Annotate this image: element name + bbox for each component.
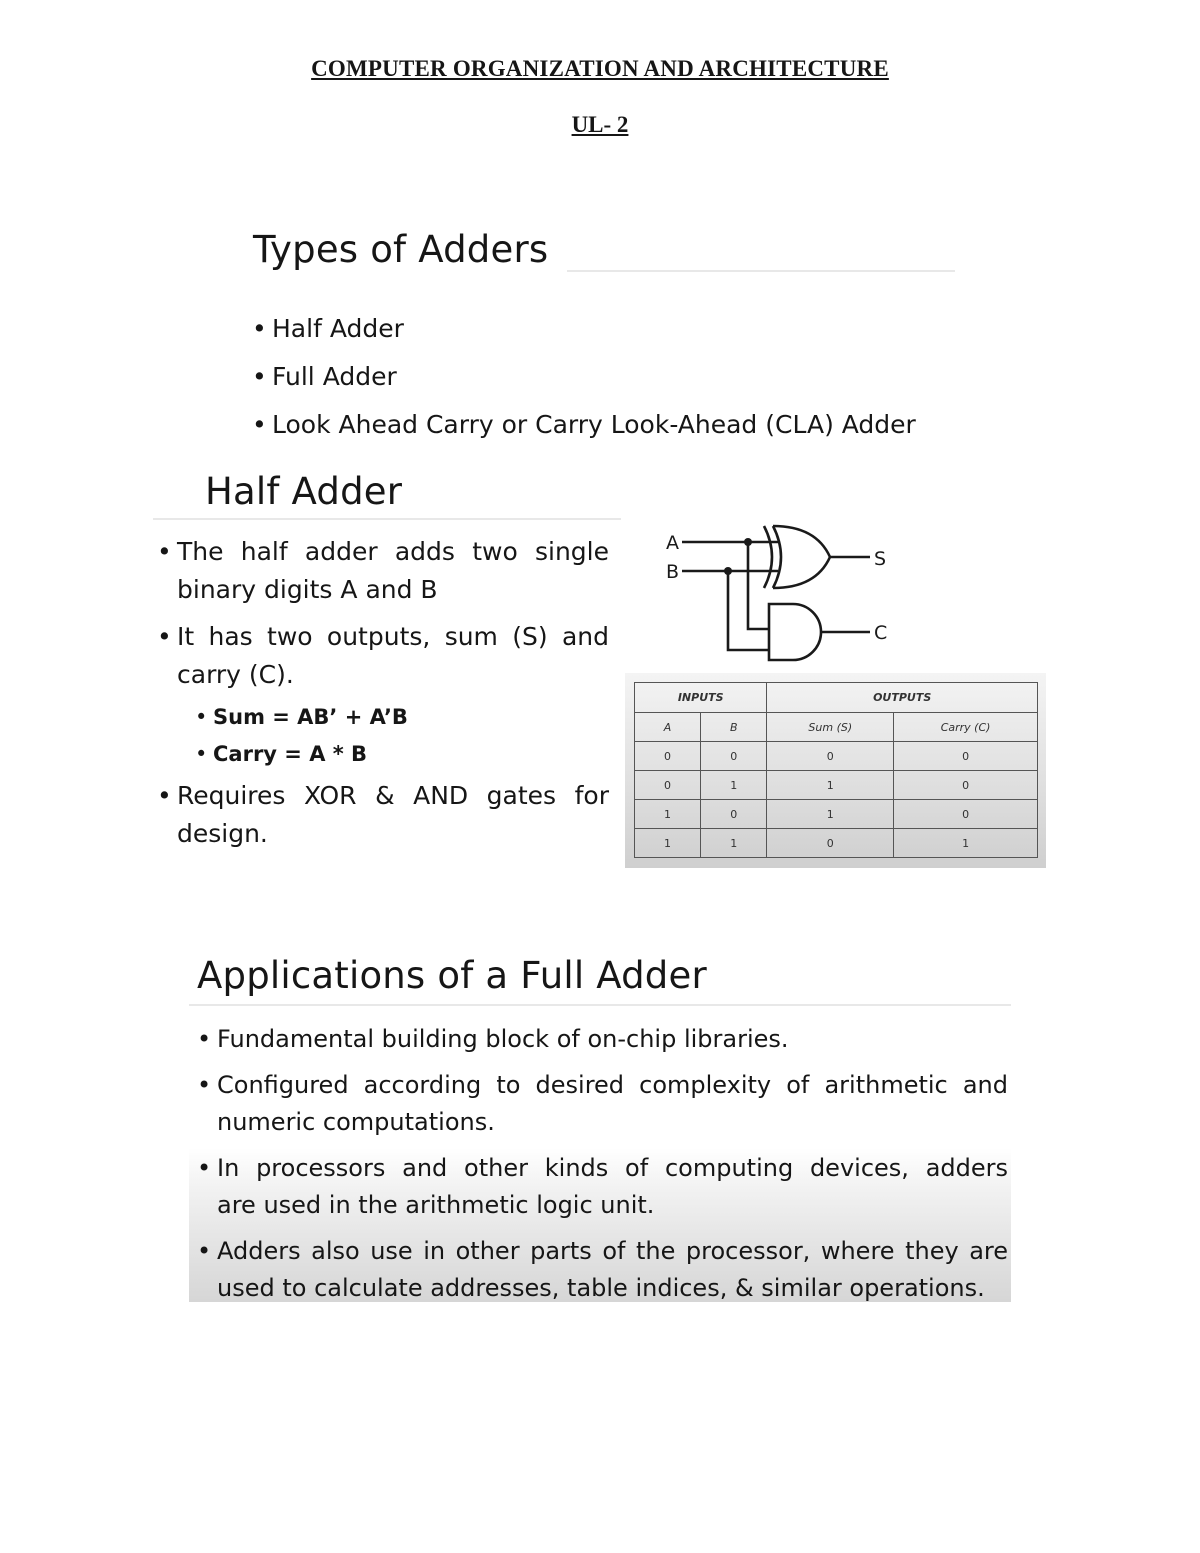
- bullet-line: • The half adder adds two single: [177, 537, 609, 566]
- table-cell: 0: [894, 742, 1038, 771]
- sum-formula: • Sum = AB’ + A’B: [157, 699, 609, 736]
- column-header: B: [701, 713, 767, 742]
- table-cell: 1: [767, 771, 894, 800]
- list-item: [197, 1021, 1008, 1058]
- table-row: [635, 742, 1038, 771]
- table-cell: 1: [701, 771, 767, 800]
- table-row: [635, 800, 1038, 829]
- bullet-line: • Configured according to desired complexity of arithmetic and: [217, 1071, 1008, 1099]
- list-item: [197, 1233, 1008, 1307]
- carry-formula: • Carry = A * B: [157, 736, 609, 773]
- table-cell: 0: [635, 742, 701, 771]
- column-header: A: [635, 713, 701, 742]
- label-s: S: [874, 548, 887, 570]
- inputs-header: INPUTS: [635, 683, 767, 713]
- applications-list: [197, 1021, 1008, 1316]
- truth-table-panel: [625, 673, 1046, 868]
- outputs-header: OUTPUTS: [767, 683, 1038, 713]
- bullet-line: design.: [177, 819, 268, 848]
- table-cell: 0: [701, 800, 767, 829]
- bullet-line: numeric computations.: [217, 1108, 495, 1136]
- bullet-line: used to calculate addresses, table indices, & similar operations.: [217, 1274, 985, 1302]
- half-adder-title-rule: [153, 518, 621, 520]
- half-adder-title: Half Adder: [205, 470, 403, 513]
- list-item: [157, 618, 609, 694]
- list-item: [157, 533, 609, 609]
- label-a: A: [666, 532, 679, 554]
- list-item: [157, 777, 609, 853]
- label-c: C: [874, 622, 888, 644]
- bullet-line: • In processors and other kinds of computing devices, adders: [217, 1154, 1008, 1182]
- table-cell: 0: [767, 829, 894, 858]
- table-cell: 0: [635, 771, 701, 800]
- label-b: B: [666, 561, 680, 583]
- bullet-line: are used in the arithmetic logic unit.: [217, 1191, 655, 1219]
- table-row: [635, 829, 1038, 858]
- half-adder-bullets: [157, 533, 609, 853]
- list-item: • Full Adder: [252, 360, 916, 408]
- table-cell: 1: [635, 829, 701, 858]
- list-item: [197, 1150, 1008, 1224]
- column-header: Sum (S): [767, 713, 894, 742]
- table-cell: 1: [894, 829, 1038, 858]
- table-cell: 1: [767, 800, 894, 829]
- truth-table: [634, 682, 1038, 858]
- types-title-rule: [567, 270, 955, 272]
- list-item: • Half Adder: [252, 312, 916, 360]
- table-cell: 0: [701, 742, 767, 771]
- table-cell: 1: [635, 800, 701, 829]
- applications-title: Applications of a Full Adder: [197, 954, 707, 997]
- types-list: [252, 312, 916, 456]
- table-group-header: [635, 683, 1038, 713]
- junction-dot: [724, 567, 732, 575]
- types-title: Types of Adders: [253, 228, 549, 271]
- table-cell: 0: [894, 800, 1038, 829]
- bullet-line: • Requires XOR & AND gates for: [177, 781, 609, 810]
- junction-dot: [744, 538, 752, 546]
- bullet-line: • Adders also use in other parts of the processor, where they are: [217, 1237, 1008, 1265]
- table-cell: 0: [894, 771, 1038, 800]
- bullet-line: • It has two outputs, sum (S) and: [177, 622, 609, 651]
- bullet-line: carry (C).: [177, 660, 294, 689]
- table-cell: 1: [701, 829, 767, 858]
- half-adder-circuit: [656, 512, 901, 672]
- list-item: [197, 1067, 1008, 1141]
- bullet-line: binary digits A and B: [177, 575, 438, 604]
- applications-title-rule: [189, 1004, 1011, 1006]
- table-row: [635, 771, 1038, 800]
- column-header: Carry (C): [894, 713, 1038, 742]
- table-column-header: [635, 713, 1038, 742]
- bullet-line: Fundamental building block of on-chip libraries.: [217, 1025, 789, 1053]
- document-subtitle: UL- 2: [571, 112, 629, 137]
- list-item: • Look Ahead Carry or Carry Look-Ahead (CLA) Adder: [252, 408, 916, 456]
- table-cell: 0: [767, 742, 894, 771]
- document-title: COMPUTER ORGANIZATION AND ARCHITECTURE: [311, 56, 889, 81]
